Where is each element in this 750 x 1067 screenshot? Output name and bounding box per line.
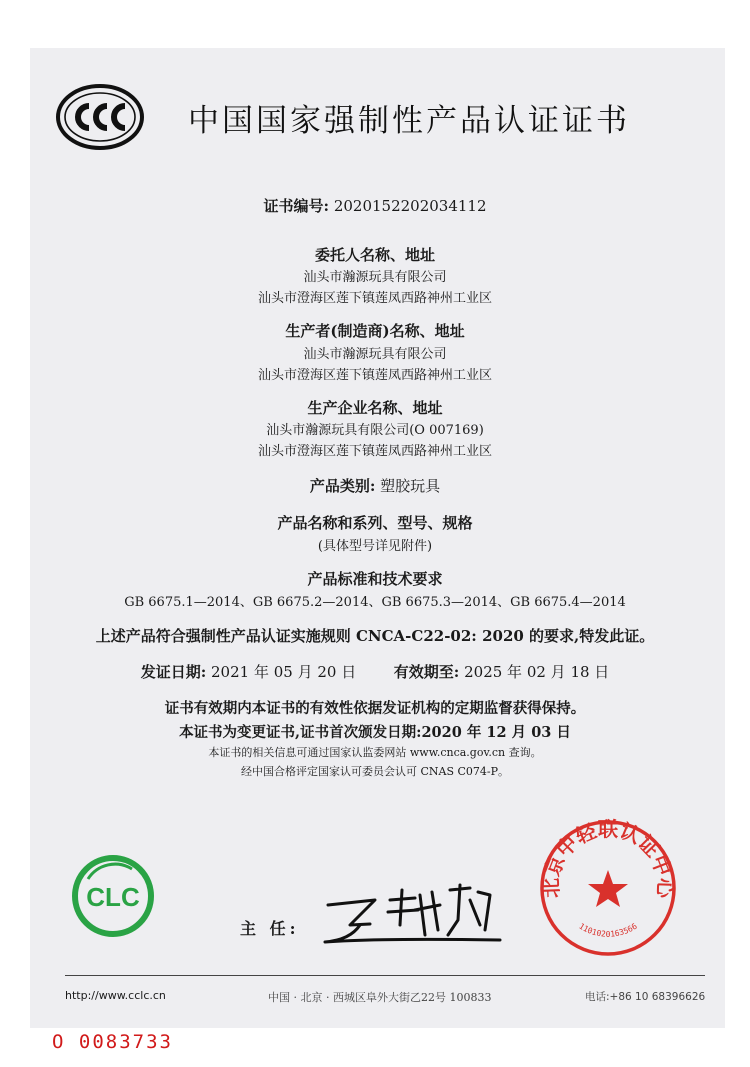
footer-phone: 电话:+86 10 68396626 (585, 991, 706, 1003)
issue-date-label: 发证日期: (140, 663, 207, 681)
certificate-serial: O 0083733 (52, 1031, 173, 1053)
manufacturer-heading: 生产者(制造商)名称、地址 (285, 322, 465, 340)
footer-divider (65, 975, 705, 976)
clc-logo-icon (72, 855, 154, 937)
svg-text:北京中轻联认证中心: 北京中轻联认证中心 (538, 818, 678, 899)
applicant-address: 汕头市澄海区莲下镇莲凤西路神州工业区 (257, 291, 492, 306)
director-signature (320, 880, 510, 950)
svg-text:1101020163566: 1101020163566 (577, 921, 639, 939)
dates-line (0, 661, 750, 682)
director-label: 主 任: (240, 919, 300, 938)
certification-seal (538, 818, 678, 958)
footer-address: 中国 · 北京 · 西城区阜外大街乙22号 100833 (268, 991, 492, 1004)
applicant-name: 汕头市瀚源玩具有限公司 (303, 270, 447, 285)
certificate-title: 中国国家强制性产品认证证书 (188, 103, 630, 139)
certificate-number-line (0, 195, 750, 216)
manufacturer-address: 汕头市澄海区莲下镇莲凤西路神州工业区 (257, 368, 492, 383)
lookup-note: 本证书的相关信息可通过国家认监委网站 www.cnca.gov.cn 查询。 (208, 746, 542, 759)
expiry-date-label: 有效期至: (393, 663, 460, 681)
issue-date-value: 2021 年 05 月 20 日 (211, 663, 357, 681)
product-category-label: 产品类别: (309, 477, 376, 495)
ccc-mark-icon (55, 82, 145, 152)
expiry-date-value: 2025 年 02 月 18 日 (464, 663, 610, 681)
product-category-line (0, 475, 750, 496)
accreditation-note: 经中国合格评定国家认可委员会认可 CNAS C074-P。 (240, 765, 510, 778)
validity-note: 证书有效期内本证书的有效性依据发证机构的定期监督获得保持。 (164, 700, 586, 717)
product-name-heading: 产品名称和系列、型号、规格 (277, 514, 473, 532)
certificate-number-value: 2020152202034112 (333, 197, 487, 215)
conformity-statement: 上述产品符合强制性产品认证实施规则 CNCA-C22-02: 2020 的要求,特发此证。 (95, 627, 655, 645)
certificate-number-label: 证书编号: (263, 197, 330, 215)
factory-name: 汕头市瀚源玩具有限公司(O 007169) (266, 423, 484, 438)
manufacturer-name: 汕头市瀚源玩具有限公司 (303, 347, 447, 362)
applicant-heading: 委托人名称、地址 (314, 246, 435, 264)
factory-address: 汕头市澄海区莲下镇莲凤西路神州工业区 (257, 444, 492, 459)
footer-website: http://www.cclc.cn (65, 989, 166, 1002)
product-name-note: (具体型号详见附件) (317, 539, 433, 554)
factory-heading: 生产企业名称、地址 (307, 399, 443, 417)
standards-heading: 产品标准和技术要求 (307, 570, 443, 588)
svg-text:CLC: CLC (86, 882, 140, 912)
standards-value: GB 6675.1—2014、GB 6675.2—2014、GB 6675.3—2014、GB 6675.4—2014 (124, 595, 626, 610)
product-category-value: 塑胶玩具 (380, 477, 441, 495)
change-note: 本证书为变更证书,证书首次颁发日期:2020 年 12 月 03 日 (179, 724, 571, 741)
